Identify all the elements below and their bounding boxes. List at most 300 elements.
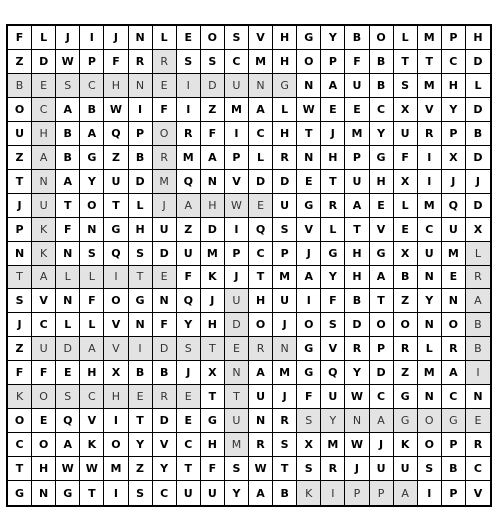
letter-cell[interactable]: F [80, 289, 104, 313]
letter-cell[interactable]: E [153, 266, 177, 290]
letter-cell[interactable]: S [418, 457, 442, 481]
letter-cell[interactable]: U [394, 122, 418, 146]
letter-cell[interactable]: O [153, 122, 177, 146]
letter-cell[interactable]: F [153, 313, 177, 337]
letter-cell[interactable]: A [56, 433, 80, 457]
letter-cell[interactable]: R [129, 50, 153, 74]
letter-cell[interactable]: A [370, 266, 394, 290]
letter-cell[interactable]: J [466, 170, 490, 194]
letter-cell[interactable]: E [177, 385, 201, 409]
letter-cell[interactable]: Z [177, 218, 201, 242]
letter-cell[interactable]: Y [321, 409, 345, 433]
letter-cell[interactable]: V [321, 337, 345, 361]
letter-cell[interactable]: P [370, 481, 394, 505]
letter-cell[interactable]: U [153, 218, 177, 242]
letter-cell[interactable]: G [442, 409, 466, 433]
letter-cell[interactable]: F [201, 457, 225, 481]
letter-cell[interactable]: D [466, 50, 490, 74]
letter-cell[interactable]: X [466, 218, 490, 242]
letter-cell[interactable]: Y [225, 481, 249, 505]
letter-cell[interactable]: F [56, 218, 80, 242]
letter-cell[interactable]: L [466, 74, 490, 98]
letter-cell[interactable]: H [273, 50, 297, 74]
letter-cell[interactable]: M [104, 457, 128, 481]
letter-cell[interactable]: A [80, 122, 104, 146]
letter-cell[interactable]: P [442, 433, 466, 457]
letter-cell[interactable]: M [273, 266, 297, 290]
letter-cell[interactable]: U [225, 289, 249, 313]
letter-cell[interactable]: J [345, 457, 369, 481]
letter-cell[interactable]: R [466, 433, 490, 457]
letter-cell[interactable]: W [249, 457, 273, 481]
letter-cell[interactable]: G [370, 242, 394, 266]
letter-cell[interactable]: B [370, 50, 394, 74]
letter-cell[interactable]: S [201, 50, 225, 74]
letter-cell[interactable]: B [153, 361, 177, 385]
letter-cell[interactable]: D [466, 98, 490, 122]
letter-cell[interactable]: B [394, 266, 418, 290]
letter-cell[interactable]: H [321, 146, 345, 170]
letter-cell[interactable]: N [466, 385, 490, 409]
letter-cell[interactable]: G [394, 385, 418, 409]
letter-cell[interactable]: K [201, 266, 225, 290]
letter-cell[interactable]: X [297, 433, 321, 457]
letter-cell[interactable]: M [321, 433, 345, 457]
letter-cell[interactable]: L [153, 26, 177, 50]
letter-cell[interactable]: D [466, 194, 490, 218]
letter-cell[interactable]: T [225, 385, 249, 409]
letter-cell[interactable]: Y [129, 433, 153, 457]
letter-cell[interactable]: D [370, 361, 394, 385]
letter-cell[interactable]: M [153, 170, 177, 194]
letter-cell[interactable]: F [394, 146, 418, 170]
letter-cell[interactable]: C [8, 433, 32, 457]
letter-cell[interactable]: P [442, 26, 466, 50]
letter-cell[interactable]: D [225, 313, 249, 337]
letter-cell[interactable]: P [442, 481, 466, 505]
letter-cell[interactable]: H [80, 361, 104, 385]
letter-cell[interactable]: T [8, 266, 32, 290]
letter-cell[interactable]: T [345, 218, 369, 242]
letter-cell[interactable]: B [80, 98, 104, 122]
letter-cell[interactable]: I [129, 98, 153, 122]
letter-cell[interactable]: C [153, 481, 177, 505]
letter-cell[interactable]: U [345, 170, 369, 194]
letter-cell[interactable]: I [418, 146, 442, 170]
letter-cell[interactable]: A [466, 289, 490, 313]
letter-cell[interactable]: Z [8, 337, 32, 361]
letter-cell[interactable]: N [153, 289, 177, 313]
letter-cell[interactable]: E [129, 385, 153, 409]
letter-cell[interactable]: S [273, 218, 297, 242]
letter-cell[interactable]: S [297, 409, 321, 433]
letter-cell[interactable]: N [418, 266, 442, 290]
letter-cell[interactable]: S [177, 50, 201, 74]
letter-cell[interactable]: S [129, 481, 153, 505]
letter-cell[interactable]: L [80, 266, 104, 290]
letter-cell[interactable]: J [273, 385, 297, 409]
letter-cell[interactable]: J [153, 194, 177, 218]
letter-cell[interactable]: O [32, 385, 56, 409]
letter-cell[interactable]: Y [321, 26, 345, 50]
letter-cell[interactable]: N [201, 170, 225, 194]
letter-cell[interactable]: E [321, 98, 345, 122]
letter-cell[interactable]: R [153, 50, 177, 74]
letter-cell[interactable]: X [394, 170, 418, 194]
letter-cell[interactable]: O [297, 50, 321, 74]
letter-cell[interactable]: N [129, 313, 153, 337]
letter-cell[interactable]: F [104, 50, 128, 74]
letter-cell[interactable]: S [394, 74, 418, 98]
letter-cell[interactable]: U [32, 337, 56, 361]
letter-cell[interactable]: J [321, 122, 345, 146]
letter-cell[interactable]: P [225, 146, 249, 170]
letter-cell[interactable]: H [345, 266, 369, 290]
letter-cell[interactable]: R [418, 122, 442, 146]
letter-cell[interactable]: I [225, 218, 249, 242]
letter-cell[interactable]: N [249, 74, 273, 98]
letter-cell[interactable]: B [273, 481, 297, 505]
letter-cell[interactable]: I [321, 481, 345, 505]
letter-cell[interactable]: N [80, 218, 104, 242]
letter-cell[interactable]: C [32, 98, 56, 122]
letter-cell[interactable]: Q [104, 122, 128, 146]
letter-cell[interactable]: X [394, 98, 418, 122]
letter-cell[interactable]: C [442, 385, 466, 409]
letter-cell[interactable]: H [129, 218, 153, 242]
letter-cell[interactable]: G [297, 337, 321, 361]
letter-cell[interactable]: E [297, 170, 321, 194]
letter-cell[interactable]: V [466, 481, 490, 505]
letter-cell[interactable]: I [297, 289, 321, 313]
letter-cell[interactable]: E [249, 194, 273, 218]
letter-cell[interactable]: J [201, 289, 225, 313]
letter-cell[interactable]: K [394, 433, 418, 457]
letter-cell[interactable]: I [104, 266, 128, 290]
letter-cell[interactable]: T [201, 385, 225, 409]
letter-cell[interactable]: X [394, 242, 418, 266]
letter-cell[interactable]: V [32, 289, 56, 313]
letter-cell[interactable]: C [177, 433, 201, 457]
letter-cell[interactable]: I [177, 74, 201, 98]
letter-cell[interactable]: B [56, 122, 80, 146]
letter-cell[interactable]: A [56, 170, 80, 194]
letter-cell[interactable]: N [56, 242, 80, 266]
letter-cell[interactable]: J [104, 26, 128, 50]
letter-cell[interactable]: L [56, 266, 80, 290]
letter-cell[interactable]: B [442, 457, 466, 481]
letter-cell[interactable]: N [418, 385, 442, 409]
letter-cell[interactable]: W [56, 457, 80, 481]
letter-cell[interactable]: V [370, 218, 394, 242]
letter-cell[interactable]: C [80, 74, 104, 98]
letter-cell[interactable]: Z [129, 457, 153, 481]
letter-cell[interactable]: H [32, 457, 56, 481]
letter-cell[interactable]: O [104, 433, 128, 457]
letter-cell[interactable]: F [8, 26, 32, 50]
letter-cell[interactable]: C [249, 122, 273, 146]
letter-cell[interactable]: Y [153, 457, 177, 481]
letter-cell[interactable]: O [418, 409, 442, 433]
letter-cell[interactable]: E [370, 194, 394, 218]
letter-cell[interactable]: R [249, 337, 273, 361]
letter-cell[interactable]: H [201, 433, 225, 457]
letter-cell[interactable]: C [370, 385, 394, 409]
letter-cell[interactable]: A [394, 481, 418, 505]
letter-cell[interactable]: H [370, 170, 394, 194]
letter-cell[interactable]: V [104, 313, 128, 337]
letter-cell[interactable]: I [177, 98, 201, 122]
letter-cell[interactable]: R [153, 385, 177, 409]
letter-cell[interactable]: O [8, 98, 32, 122]
letter-cell[interactable]: A [249, 98, 273, 122]
letter-cell[interactable]: Z [394, 289, 418, 313]
letter-cell[interactable]: E [442, 266, 466, 290]
letter-cell[interactable]: T [201, 337, 225, 361]
letter-cell[interactable]: T [249, 266, 273, 290]
letter-cell[interactable]: E [153, 74, 177, 98]
letter-cell[interactable]: P [345, 146, 369, 170]
letter-cell[interactable]: H [249, 289, 273, 313]
letter-cell[interactable]: D [153, 242, 177, 266]
letter-cell[interactable]: P [345, 481, 369, 505]
letter-cell[interactable]: A [249, 361, 273, 385]
letter-cell[interactable]: T [177, 457, 201, 481]
letter-cell[interactable]: B [345, 26, 369, 50]
letter-cell[interactable]: Q [321, 361, 345, 385]
letter-cell[interactable]: R [345, 337, 369, 361]
letter-cell[interactable]: C [466, 457, 490, 481]
letter-cell[interactable]: S [129, 242, 153, 266]
letter-cell[interactable]: L [80, 313, 104, 337]
letter-cell[interactable]: I [225, 122, 249, 146]
letter-cell[interactable]: N [32, 481, 56, 505]
letter-cell[interactable]: D [32, 50, 56, 74]
letter-cell[interactable]: Q [442, 194, 466, 218]
letter-cell[interactable]: V [80, 409, 104, 433]
letter-cell[interactable]: P [80, 50, 104, 74]
letter-cell[interactable]: I [466, 361, 490, 385]
letter-cell[interactable]: W [56, 50, 80, 74]
letter-cell[interactable]: A [177, 194, 201, 218]
letter-cell[interactable]: B [370, 74, 394, 98]
letter-cell[interactable]: R [177, 122, 201, 146]
letter-cell[interactable]: I [104, 409, 128, 433]
letter-cell[interactable]: O [32, 433, 56, 457]
letter-cell[interactable]: Z [201, 98, 225, 122]
letter-cell[interactable]: U [32, 194, 56, 218]
letter-cell[interactable]: R [321, 457, 345, 481]
letter-cell[interactable]: U [273, 194, 297, 218]
letter-cell[interactable]: H [273, 122, 297, 146]
letter-cell[interactable]: F [201, 122, 225, 146]
letter-cell[interactable]: N [32, 170, 56, 194]
letter-cell[interactable]: W [297, 98, 321, 122]
letter-cell[interactable]: S [273, 433, 297, 457]
letter-cell[interactable]: A [297, 266, 321, 290]
letter-cell[interactable]: H [104, 385, 128, 409]
letter-cell[interactable]: G [297, 361, 321, 385]
letter-cell[interactable]: S [8, 289, 32, 313]
letter-cell[interactable]: T [297, 122, 321, 146]
letter-cell[interactable]: T [370, 289, 394, 313]
letter-cell[interactable]: W [80, 457, 104, 481]
letter-cell[interactable]: C [32, 313, 56, 337]
letter-cell[interactable]: W [345, 433, 369, 457]
letter-cell[interactable]: I [418, 481, 442, 505]
letter-cell[interactable]: T [8, 457, 32, 481]
letter-cell[interactable]: C [80, 385, 104, 409]
letter-cell[interactable]: L [394, 194, 418, 218]
letter-cell[interactable]: B [466, 122, 490, 146]
letter-cell[interactable]: C [370, 98, 394, 122]
letter-cell[interactable]: M [418, 361, 442, 385]
letter-cell[interactable]: H [201, 194, 225, 218]
letter-cell[interactable]: O [370, 26, 394, 50]
letter-cell[interactable]: D [129, 170, 153, 194]
letter-cell[interactable]: D [153, 409, 177, 433]
letter-cell[interactable]: W [104, 98, 128, 122]
letter-cell[interactable]: A [321, 74, 345, 98]
letter-cell[interactable]: V [418, 98, 442, 122]
letter-cell[interactable]: D [249, 170, 273, 194]
letter-cell[interactable]: H [201, 313, 225, 337]
letter-cell[interactable]: U [249, 385, 273, 409]
letter-cell[interactable]: D [153, 337, 177, 361]
letter-cell[interactable]: U [345, 74, 369, 98]
letter-cell[interactable]: V [104, 337, 128, 361]
letter-cell[interactable]: S [225, 26, 249, 50]
letter-cell[interactable]: Q [104, 242, 128, 266]
letter-cell[interactable]: X [104, 361, 128, 385]
letter-cell[interactable]: H [466, 26, 490, 50]
letter-cell[interactable]: T [80, 481, 104, 505]
letter-cell[interactable]: J [442, 170, 466, 194]
letter-cell[interactable]: O [249, 313, 273, 337]
letter-cell[interactable]: O [104, 289, 128, 313]
letter-cell[interactable]: P [129, 122, 153, 146]
letter-cell[interactable]: N [418, 313, 442, 337]
letter-cell[interactable]: L [321, 218, 345, 242]
letter-cell[interactable]: O [297, 313, 321, 337]
letter-cell[interactable]: I [129, 337, 153, 361]
letter-cell[interactable]: D [56, 337, 80, 361]
letter-cell[interactable]: T [8, 170, 32, 194]
letter-cell[interactable]: U [177, 481, 201, 505]
letter-cell[interactable]: U [321, 385, 345, 409]
letter-cell[interactable]: M [177, 146, 201, 170]
letter-cell[interactable]: R [442, 337, 466, 361]
letter-cell[interactable]: U [418, 242, 442, 266]
letter-cell[interactable]: P [370, 337, 394, 361]
letter-cell[interactable]: S [225, 457, 249, 481]
letter-cell[interactable]: D [345, 313, 369, 337]
letter-cell[interactable]: J [177, 361, 201, 385]
letter-cell[interactable]: U [394, 457, 418, 481]
letter-cell[interactable]: A [32, 266, 56, 290]
letter-cell[interactable]: I [104, 481, 128, 505]
letter-cell[interactable]: F [321, 289, 345, 313]
letter-cell[interactable]: H [32, 122, 56, 146]
letter-cell[interactable]: A [370, 409, 394, 433]
letter-cell[interactable]: B [56, 146, 80, 170]
letter-cell[interactable]: K [32, 242, 56, 266]
letter-cell[interactable]: T [104, 194, 128, 218]
letter-cell[interactable]: M [418, 194, 442, 218]
letter-cell[interactable]: E [32, 409, 56, 433]
letter-cell[interactable]: G [321, 242, 345, 266]
letter-cell[interactable]: M [345, 122, 369, 146]
letter-cell[interactable]: S [56, 385, 80, 409]
letter-cell[interactable]: D [201, 74, 225, 98]
letter-cell[interactable]: C [225, 50, 249, 74]
letter-cell[interactable]: P [321, 50, 345, 74]
letter-cell[interactable]: H [104, 74, 128, 98]
letter-cell[interactable]: E [345, 98, 369, 122]
letter-cell[interactable]: Z [104, 146, 128, 170]
letter-cell[interactable]: R [249, 433, 273, 457]
letter-cell[interactable]: Q [177, 170, 201, 194]
letter-cell[interactable]: U [201, 481, 225, 505]
letter-cell[interactable]: R [273, 409, 297, 433]
letter-cell[interactable]: R [394, 337, 418, 361]
letter-cell[interactable]: L [273, 98, 297, 122]
letter-cell[interactable]: U [104, 170, 128, 194]
letter-cell[interactable]: Y [442, 98, 466, 122]
letter-cell[interactable]: T [56, 194, 80, 218]
letter-cell[interactable]: T [394, 50, 418, 74]
letter-cell[interactable]: J [56, 26, 80, 50]
letter-cell[interactable]: R [153, 146, 177, 170]
letter-cell[interactable]: E [177, 26, 201, 50]
letter-cell[interactable]: M [418, 74, 442, 98]
letter-cell[interactable]: K [80, 433, 104, 457]
letter-cell[interactable]: N [442, 289, 466, 313]
letter-cell[interactable]: B [129, 361, 153, 385]
letter-cell[interactable]: N [129, 26, 153, 50]
letter-cell[interactable]: A [201, 146, 225, 170]
letter-cell[interactable]: S [177, 337, 201, 361]
letter-cell[interactable]: U [8, 122, 32, 146]
letter-cell[interactable]: N [297, 74, 321, 98]
letter-cell[interactable]: Z [394, 361, 418, 385]
letter-cell[interactable]: L [56, 313, 80, 337]
letter-cell[interactable]: L [466, 242, 490, 266]
letter-cell[interactable]: U [225, 74, 249, 98]
letter-cell[interactable]: V [249, 26, 273, 50]
letter-cell[interactable]: T [273, 457, 297, 481]
letter-cell[interactable]: M [418, 26, 442, 50]
letter-cell[interactable]: O [442, 313, 466, 337]
letter-cell[interactable]: M [201, 242, 225, 266]
letter-cell[interactable]: F [8, 361, 32, 385]
letter-cell[interactable]: S [80, 242, 104, 266]
letter-cell[interactable]: Y [345, 361, 369, 385]
letter-cell[interactable]: N [8, 242, 32, 266]
letter-cell[interactable]: P [273, 242, 297, 266]
letter-cell[interactable]: H [442, 74, 466, 98]
letter-cell[interactable]: R [273, 146, 297, 170]
letter-cell[interactable]: G [56, 481, 80, 505]
letter-cell[interactable]: R [321, 194, 345, 218]
letter-cell[interactable]: C [249, 242, 273, 266]
letter-cell[interactable]: X [442, 146, 466, 170]
letter-cell[interactable]: F [153, 98, 177, 122]
letter-cell[interactable]: F [345, 50, 369, 74]
letter-cell[interactable]: A [80, 337, 104, 361]
letter-cell[interactable]: O [394, 313, 418, 337]
letter-cell[interactable]: B [8, 74, 32, 98]
